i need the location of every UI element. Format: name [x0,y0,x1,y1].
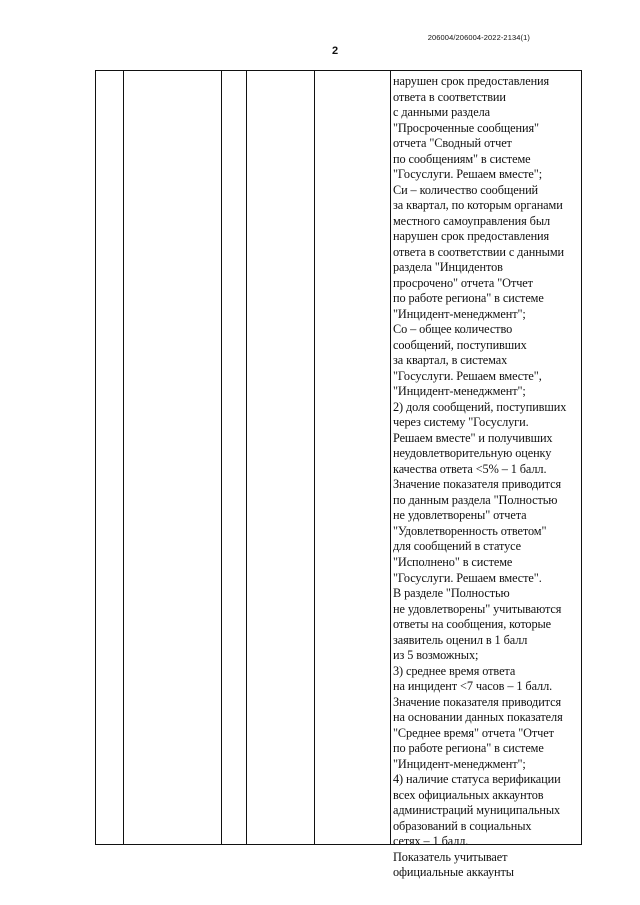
cell-text-line: "Просроченные сообщения" [393,120,539,135]
cell-text-line: ответы на сообщения, которые [393,617,552,632]
cell-text-line: администраций муниципальных [393,803,561,818]
column-divider [314,71,315,844]
cell-text-line: на инцидент <7 часов – 1 балл. [393,679,553,694]
cell-text-line: всех официальных аккаунтов [393,787,544,802]
cell-text-line: официальные аккаунты [393,865,514,880]
cell-text-line: "Среднее время" отчета "Отчет [393,725,554,740]
cell-text-line: сообщений, поступивших [393,337,527,352]
cell-text-line: по работе региона" в системе [393,291,544,306]
cell-text-line: 3) среднее время ответа [393,663,516,678]
table-cell-description [393,74,585,881]
cell-text-line: не удовлетворены" учитываются [393,601,562,616]
cell-text-line: "Инцидент-менеджмент"; [393,384,526,399]
cell-text-line: по сообщениям" в системе [393,151,531,166]
cell-text-line: образований в социальных [393,818,532,833]
cell-text-line: "Инцидент-менеджмент"; [393,756,526,771]
cell-text-line: Значение показателя приводится [393,694,562,709]
cell-text-line: "Госуслуги. Решаем вместе". [393,570,542,585]
cell-text-line: нарушен срок предоставления [393,229,550,244]
cell-text-line: Значение показателя приводится [393,477,562,492]
cell-text-line: "Госуслуги. Решаем вместе"; [393,167,543,182]
cell-text-line: Си – количество сообщений [393,182,539,197]
cell-text-line: Показатель учитывает [393,849,508,864]
cell-text-line: Решаем вместе" и получивших [393,430,553,445]
cell-text-line: "Исполнено" в системе [393,554,513,569]
cell-text-line: ответа в соответствии [393,89,506,104]
cell-text-line: В разделе "Полностью [393,586,510,601]
cell-text-line: просрочено" отчета "Отчет [393,275,533,290]
page-number: 2 [331,45,339,57]
cell-text-line: ответа в соответствии с данными [393,244,564,259]
table [95,70,582,880]
cell-text-line: из 5 возможных; [393,648,479,663]
column-divider [246,71,247,844]
cell-text-line: "Инцидент-менеджмент"; [393,306,526,321]
cell-text-line: отчета "Сводный отчет [393,136,512,151]
cell-text-line: не удовлетворены" отчета [393,508,527,523]
cell-text-line: на основании данных показателя [393,710,563,725]
cell-text-line: заявитель оценил в 1 балл [393,632,528,647]
document-id: 206004/206004-2022-2134(1) [427,33,530,42]
cell-text-line: через систему "Госуслуги. [393,415,529,430]
column-divider [390,71,391,844]
cell-text-line: за квартал, в системах [393,353,508,368]
cell-text-line: 2) доля сообщений, поступивших [393,399,567,414]
cell-text-line: Со – общее количество [393,322,513,337]
cell-text-line: "Госуслуги. Решаем вместе", [393,368,542,383]
cell-text-line: по данным раздела "Полностью [393,492,558,507]
cell-text-line: местного самоуправления был [393,213,551,228]
cell-text-line: раздела "Инцидентов [393,260,503,275]
cell-text-line: для сообщений в статусе [393,539,522,554]
cell-text-line: по работе региона" в системе [393,741,544,756]
column-divider [123,71,124,844]
cell-text-line: с данными раздела [393,105,490,120]
cell-text-line: 4) наличие статуса верификации [393,772,561,787]
cell-text-line: нарушен срок предоставления [393,74,550,88]
cell-text-line: за квартал, по которым органами [393,198,563,213]
cell-text-line: "Удовлетворенность ответом" [393,523,547,538]
cell-text-line: качества ответа <5% – 1 балл. [393,461,547,476]
cell-text-line: неудовлетворительную оценку [393,446,552,461]
cell-text-line: сетях – 1 балл. [393,834,469,849]
column-divider [221,71,222,844]
